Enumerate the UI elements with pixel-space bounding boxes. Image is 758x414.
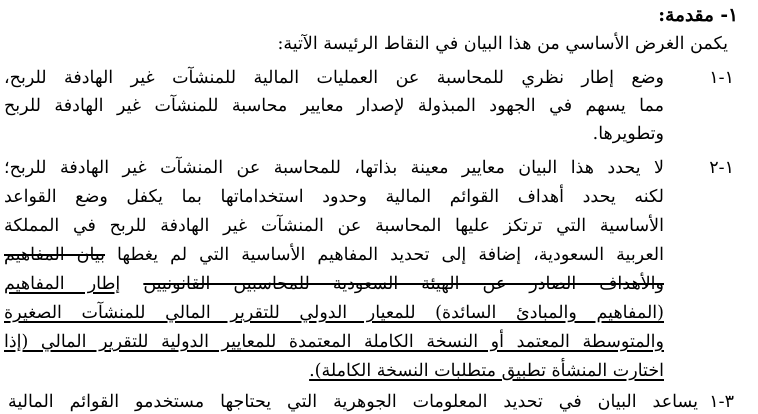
point1-line-3: وتطويرها. [592, 124, 664, 144]
point2-line-8-text: اختارت المنشأة تطبيق متطلبات النسخة الكاملة). [309, 361, 664, 381]
point2-line-7-inserted: والمتوسطة المعتمد أو النسخة الكاملة المعتمدة للمعايير الدولية للتقرير المالي (إذا [4, 332, 664, 352]
point1-line-2: مما يسهم في الجهود المبذولة لإصدار معايير محاسبة للمنشآت غير الهادفة للربح [4, 96, 664, 116]
point2-line-4-deleted-text: بيان المفاهيم [4, 245, 106, 265]
point2-number: ١-٢ [709, 158, 734, 178]
point2-line-5 [4, 272, 664, 296]
point2-line-8-inserted [4, 359, 664, 383]
point2-line-5-deleted-text: والأهداف الصادر عن الهيئة السعودية للمحاسبين القانونيين [143, 274, 664, 294]
point1-line-1: وضع إطار نظري للمحاسبة عن العمليات المالية للمنشآت غير الهادفة للربح، [4, 68, 664, 88]
point2-line-1: لا يحدد هذا البيان معايير معينة بذاتها، للمحاسبة عن المنشآت غير الهادفة للربح؛ [4, 158, 664, 178]
point3-partial [0, 392, 734, 412]
point2-line-5-inserted-text: إطار المفاهيم [4, 274, 121, 294]
intro-paragraph: يكمن الغرض الأساسي من هذا البيان في النقاط الرئيسة الآتية: [277, 34, 728, 54]
point2-line-4 [4, 243, 664, 267]
point1-number: ١-١ [709, 68, 734, 88]
point3-number: ٣-١ [709, 392, 734, 412]
section-number: ١- [720, 5, 738, 26]
point2-line-2: لكنه يحدد أهداف القوائم المالية وحدود استخداماتها بما يكفل وضع القواعد [4, 187, 664, 207]
point3-partial-line: يساعد البيان في تحديد المعلومات الجوهرية التي يحتاجها مستخدمو القوائم المالية [8, 392, 698, 412]
point2-line-6-inserted: (المفاهيم والمبادئ السائدة) للمعيار الدولي للتقرير المالي للمنشآت الصغيرة [4, 303, 664, 323]
section-title: مقدمة: [658, 5, 714, 26]
section-heading [658, 4, 738, 28]
point2-line-4-text: العربية السعودية، إضافة إلى تحديد المفاهيم الأساسية التي لم يغطها [117, 245, 664, 265]
point2-line-3: الأساسية التي ترتكز عليها المحاسبة عن المنشآت غير الهادفة للربح في المملكة [4, 216, 664, 236]
